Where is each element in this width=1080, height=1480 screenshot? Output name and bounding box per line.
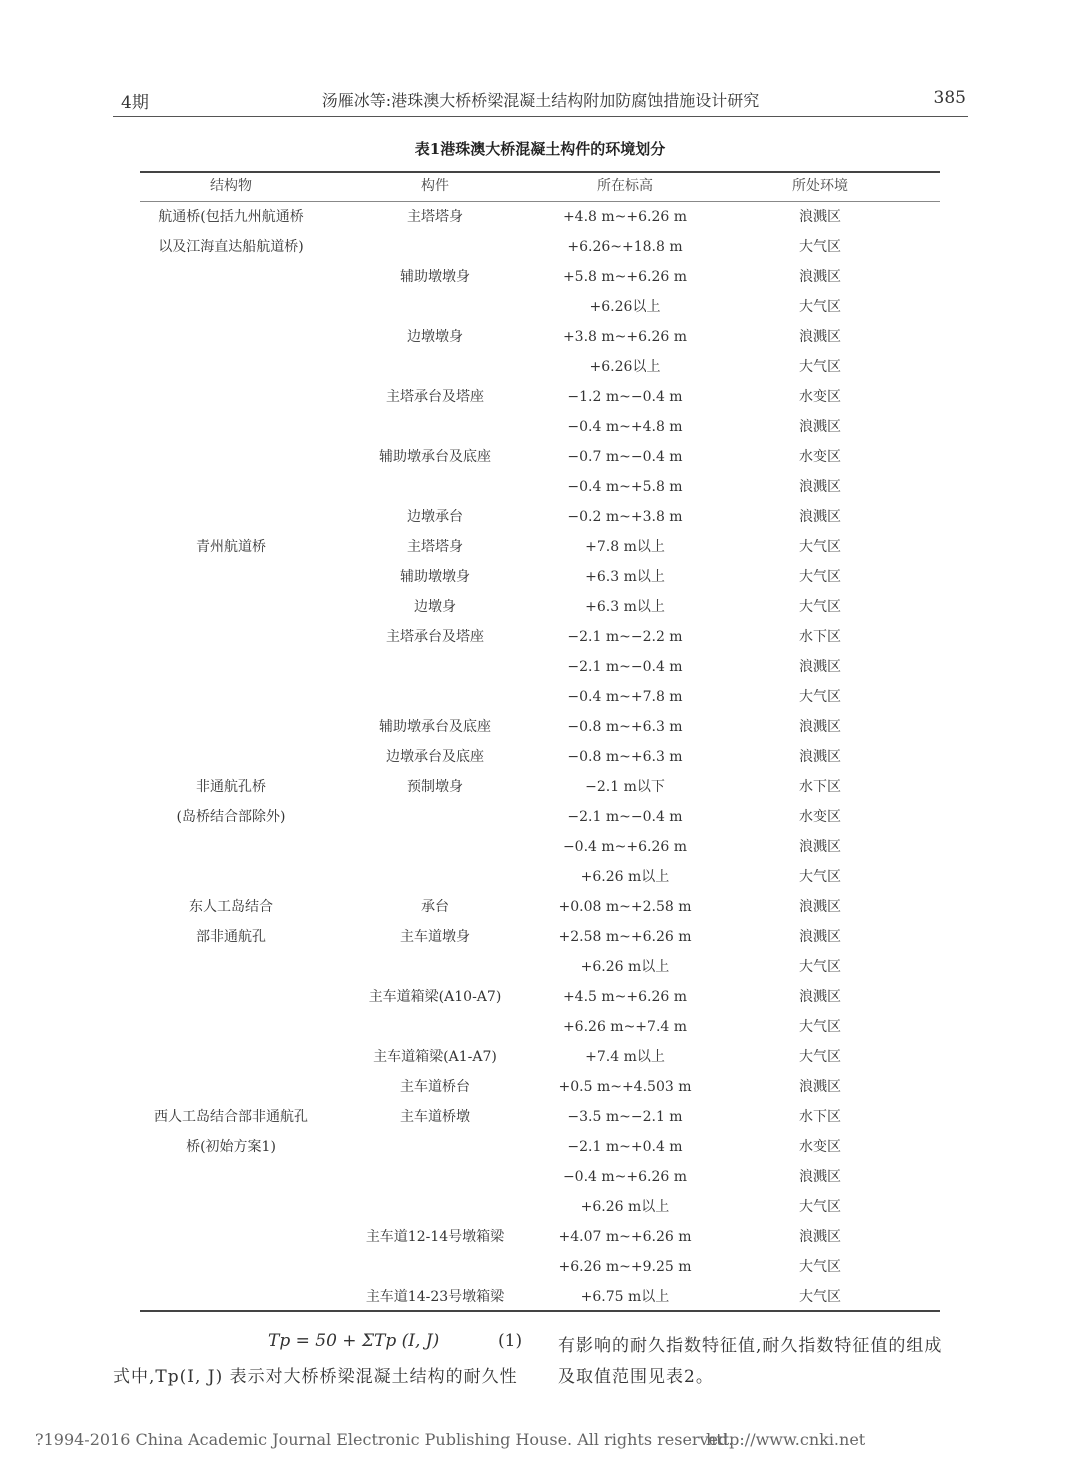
cell-elevation: −0.2 m~+3.8 m (567, 509, 683, 525)
cell-elevation: −1.2 m~−0.4 m (567, 389, 683, 405)
cell-structure (132, 322, 330, 352)
cell-elevation: +6.26~+18.8 m (567, 239, 683, 255)
cell-elevation: +6.26 m~+9.25 m (558, 1259, 692, 1275)
cell-environment: 大气区 (799, 1019, 841, 1035)
cell-component: 主车道14-23号墩箱梁 (365, 1289, 505, 1305)
cell-elevation: −0.4 m~+7.8 m (567, 689, 683, 705)
cell-structure (132, 562, 330, 592)
cell-component (335, 1192, 535, 1222)
cell-environment: 浪溅区 (799, 899, 841, 915)
cell-environment: 大气区 (799, 689, 841, 705)
cell-elevation: −0.4 m~+4.8 m (567, 419, 683, 435)
cell-structure (132, 1192, 330, 1222)
cell-component: 预制墩身 (407, 779, 463, 795)
cell-component: 主车道桥墩 (400, 1109, 470, 1125)
cell-environment: 水下区 (799, 629, 841, 645)
issue-number: 4期 (121, 93, 149, 113)
cell-component (335, 862, 535, 892)
cell-environment: 大气区 (799, 239, 841, 255)
cell-elevation: +5.8 m~+6.26 m (562, 269, 688, 285)
cell-component: 承台 (421, 899, 449, 915)
cell-component: 主车道箱梁(A1-A7) (373, 1049, 497, 1065)
cell-elevation: +6.26以上 (589, 359, 661, 375)
cell-elevation: −0.4 m~+6.26 m (562, 839, 688, 855)
cell-elevation: +6.3 m以上 (585, 599, 665, 615)
cell-component: 主塔承台及塔座 (386, 629, 484, 645)
cell-structure (132, 1042, 330, 1072)
cell-structure (132, 952, 330, 982)
cell-structure (132, 652, 330, 682)
cell-structure (132, 1222, 330, 1252)
cell-component: 边墩承台及底座 (386, 749, 484, 765)
cell-elevation: +6.3 m以上 (585, 569, 665, 585)
formula: Tp = 50 + ΣTp (I, J) (268, 1331, 440, 1351)
cell-structure: 部非通航孔 (196, 929, 266, 945)
column-header-environment: 所处环境 (792, 178, 848, 194)
cell-component: 边墩承台 (407, 509, 463, 525)
cell-environment: 浪溅区 (799, 209, 841, 225)
footer-url: http://www.cnki.net (706, 1430, 866, 1449)
body-text-left: 式中,Tp(I, J) 表示对大桥桥梁混凝土结构的耐久性 (113, 1367, 518, 1387)
cell-structure (132, 742, 330, 772)
cell-elevation: −0.4 m~+6.26 m (562, 1169, 688, 1185)
page-number: 385 (933, 88, 966, 108)
cell-component: 主塔塔身 (407, 209, 463, 225)
cell-structure (132, 292, 330, 322)
cell-elevation: +6.75 m以上 (580, 1289, 670, 1305)
cell-structure (132, 502, 330, 532)
body-text-right-2: 及取值范围见表2。 (558, 1367, 714, 1387)
cell-elevation: +3.8 m~+6.26 m (562, 329, 688, 345)
cell-environment: 大气区 (799, 959, 841, 975)
cell-structure: 桥(初始方案1) (186, 1139, 276, 1155)
cell-environment: 大气区 (799, 1289, 841, 1305)
cell-environment: 水变区 (799, 449, 841, 465)
cell-structure (132, 592, 330, 622)
column-header-elevation: 所在标高 (597, 178, 653, 194)
cell-structure (132, 682, 330, 712)
cell-component (335, 232, 535, 262)
running-title: 汤雁冰等:港珠澳大桥桥梁混凝土结构附加防腐蚀措施设计研究 (321, 91, 760, 110)
cell-component: 边墩身 (414, 599, 456, 615)
cell-environment: 大气区 (799, 539, 841, 555)
cell-component (335, 682, 535, 712)
cell-elevation: +2.58 m~+6.26 m (558, 929, 692, 945)
cell-component: 主车道箱梁(A10-A7) (368, 989, 502, 1005)
cell-elevation: +0.08 m~+2.58 m (558, 899, 692, 915)
column-header-component: 构件 (421, 178, 449, 194)
cell-environment: 浪溅区 (799, 989, 841, 1005)
cell-structure: 非通航孔桥 (196, 779, 266, 795)
cell-component: 主车道桥台 (400, 1079, 470, 1095)
cell-component: 边墩墩身 (407, 329, 463, 345)
table-caption: 表1港珠澳大桥混凝土构件的环境划分 (414, 140, 666, 158)
cell-structure: (岛桥结合部除外) (176, 809, 286, 825)
cell-environment: 大气区 (799, 599, 841, 615)
cell-elevation: −2.1 m以下 (585, 779, 665, 795)
cell-structure (132, 1252, 330, 1282)
cell-component (335, 952, 535, 982)
cell-elevation: −0.8 m~+6.3 m (567, 719, 683, 735)
cell-environment: 浪溅区 (799, 419, 841, 435)
cell-elevation: −0.7 m~−0.4 m (567, 449, 683, 465)
cell-component (335, 1012, 535, 1042)
cell-component: 辅助墩承台及底座 (379, 449, 491, 465)
cell-elevation: +0.5 m~+4.503 m (558, 1079, 692, 1095)
cell-elevation: +4.8 m~+6.26 m (562, 209, 688, 225)
cell-component: 主车道墩身 (400, 929, 470, 945)
cell-environment: 浪溅区 (799, 749, 841, 765)
cell-structure (132, 442, 330, 472)
cell-environment: 大气区 (799, 1049, 841, 1065)
cell-elevation: +6.26 m以上 (580, 1199, 670, 1215)
cell-structure (132, 832, 330, 862)
cell-environment: 浪溅区 (799, 929, 841, 945)
cell-environment: 浪溅区 (799, 509, 841, 525)
cell-component (335, 472, 535, 502)
cell-structure (132, 862, 330, 892)
cell-elevation: +6.26 m~+7.4 m (562, 1019, 688, 1035)
cell-elevation: +4.5 m~+6.26 m (562, 989, 688, 1005)
cell-environment: 大气区 (799, 359, 841, 375)
cell-structure (132, 1282, 330, 1312)
cell-structure: 东人工岛结合 (189, 899, 273, 915)
cell-component: 辅助墩墩身 (400, 569, 470, 585)
cell-environment: 水下区 (799, 1109, 841, 1125)
column-header-structure: 结构物 (210, 178, 252, 194)
body-text-right-1: 有影响的耐久指数特征值,耐久指数特征值的组成 (558, 1336, 943, 1356)
cell-environment: 大气区 (799, 569, 841, 585)
cell-component (335, 352, 535, 382)
cell-environment: 大气区 (799, 1199, 841, 1215)
cell-component (335, 292, 535, 322)
cell-component (335, 412, 535, 442)
cell-elevation: +7.8 m以上 (585, 539, 665, 555)
cell-component: 辅助墩墩身 (400, 269, 470, 285)
cell-structure (132, 412, 330, 442)
cell-elevation: −2.1 m~+0.4 m (567, 1139, 683, 1155)
cell-elevation: +6.26 m以上 (580, 959, 670, 975)
cell-environment: 大气区 (799, 1259, 841, 1275)
cell-structure (132, 262, 330, 292)
cell-environment: 浪溅区 (799, 1079, 841, 1095)
cell-component (335, 802, 535, 832)
equation-number: (1) (498, 1331, 523, 1351)
cell-environment: 浪溅区 (799, 329, 841, 345)
cell-component: 主车道12-14号墩箱梁 (365, 1229, 505, 1245)
cell-component (335, 1162, 535, 1192)
cell-environment: 浪溅区 (799, 269, 841, 285)
cell-elevation: +4.07 m~+6.26 m (558, 1229, 692, 1245)
cell-structure (132, 712, 330, 742)
cell-elevation: −0.8 m~+6.3 m (567, 749, 683, 765)
cell-elevation: +6.26以上 (589, 299, 661, 315)
cell-elevation: −2.1 m~−0.4 m (567, 809, 683, 825)
cell-environment: 浪溅区 (799, 719, 841, 735)
footer-copyright: ?1994-2016 China Academic Journal Electronic Publishing House. All rights reserved. (35, 1430, 734, 1449)
cell-structure (132, 622, 330, 652)
cell-environment: 大气区 (799, 869, 841, 885)
cell-structure: 航通桥(包括九州航通桥 (158, 209, 304, 225)
cell-structure: 西人工岛结合部非通航孔 (154, 1109, 308, 1125)
cell-environment: 水下区 (799, 779, 841, 795)
cell-structure: 以及江海直达船航道桥) (158, 239, 304, 255)
cell-structure (132, 1012, 330, 1042)
cell-structure (132, 472, 330, 502)
cell-component: 主塔承台及塔座 (386, 389, 484, 405)
cell-structure (132, 352, 330, 382)
cell-elevation: −2.1 m~−2.2 m (567, 629, 683, 645)
cell-component: 辅助墩承台及底座 (379, 719, 491, 735)
cell-structure (132, 1162, 330, 1192)
cell-elevation: −3.5 m~−2.1 m (567, 1109, 683, 1125)
cell-elevation: −2.1 m~−0.4 m (567, 659, 683, 675)
running-header (113, 82, 968, 117)
cell-structure (132, 1072, 330, 1102)
cell-component (335, 832, 535, 862)
cell-structure: 青州航道桥 (196, 539, 266, 555)
cell-environment: 水变区 (799, 1139, 841, 1155)
cell-component (335, 1252, 535, 1282)
cell-component (335, 1132, 535, 1162)
cell-environment: 浪溅区 (799, 479, 841, 495)
cell-elevation: +7.4 m以上 (585, 1049, 665, 1065)
cell-environment: 水变区 (799, 809, 841, 825)
cell-component (335, 652, 535, 682)
cell-elevation: +6.26 m以上 (580, 869, 670, 885)
cell-environment: 大气区 (799, 299, 841, 315)
cell-environment: 浪溅区 (799, 659, 841, 675)
cell-structure (132, 982, 330, 1012)
cell-environment: 浪溅区 (799, 839, 841, 855)
cell-elevation: −0.4 m~+5.8 m (567, 479, 683, 495)
cell-environment: 水变区 (799, 389, 841, 405)
cell-environment: 浪溅区 (799, 1169, 841, 1185)
cell-environment: 浪溅区 (799, 1229, 841, 1245)
cell-component: 主塔塔身 (407, 539, 463, 555)
cell-structure (132, 382, 330, 412)
